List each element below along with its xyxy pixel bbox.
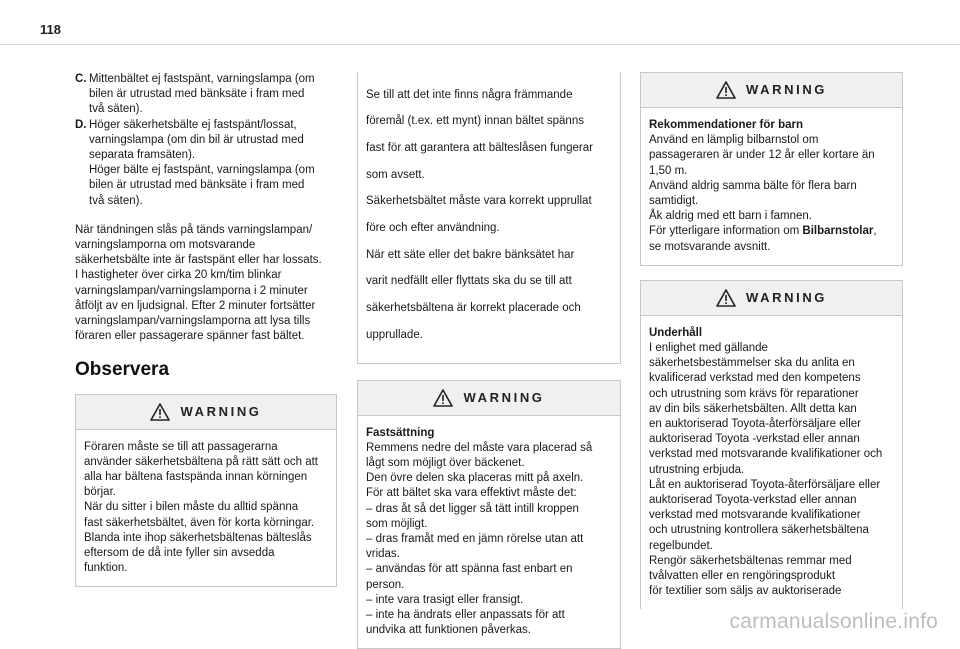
text-line: eftersom de då inte fyller sin avsedda xyxy=(84,547,275,560)
text-line: verkstad med motsvarande kvalifikationer xyxy=(649,509,861,522)
page-number: 118 xyxy=(40,22,61,37)
text-line: varningslampan/varningslamporna att lysa tills xyxy=(75,315,311,328)
cross-reference-link[interactable]: Bilbarnstolar xyxy=(802,225,874,238)
text-line: varit nedfällt eller flyttats ska du se till att xyxy=(366,275,572,288)
warning-box-children xyxy=(640,72,903,266)
text-line: auktoriserad Toyota-verkstad eller annan xyxy=(649,494,857,507)
warning-header xyxy=(641,73,902,108)
warning-body xyxy=(641,108,902,265)
text-line: samtidigt. xyxy=(649,195,699,208)
warning-title: WARNING xyxy=(463,389,545,405)
warning-heading: Fastsättning xyxy=(366,426,435,439)
warning-body xyxy=(76,430,336,587)
text-line: Den övre delen ska placeras mitt på axeln. xyxy=(366,472,584,485)
text-line: verkstad med motsvarande kvalifikationer och xyxy=(649,448,883,461)
top-divider xyxy=(0,44,960,45)
text-line: säkerhetsbältena är korrekt placerade och xyxy=(366,302,581,315)
text-line: säkerhetsbestämmelser ska du anlita en xyxy=(649,357,855,370)
text-line: undvika att funktionen påverkas. xyxy=(366,624,531,637)
warning-title: WARNING xyxy=(745,290,828,306)
text-line: När tändningen slås på tänds varningslampan/ xyxy=(75,223,313,236)
warning-box-driver xyxy=(75,394,337,588)
warning-heading: Underhåll xyxy=(649,326,703,339)
warning-header xyxy=(76,395,336,430)
text-line: Låt en auktoriserad Toyota-återförsäljare eller xyxy=(649,478,881,491)
ignition-paragraph xyxy=(75,223,337,345)
text-line: Åk aldrig med ett barn i famnen. xyxy=(649,210,812,223)
text-line xyxy=(649,224,894,239)
text-line: bilen är utrustad med bänksäte i fram med xyxy=(89,88,305,101)
text-line: Höger säkerhetsbälte ej fastspänt/lossat, xyxy=(89,118,297,131)
text-line: person. xyxy=(366,578,405,591)
text-line: passageraren är under 12 år eller kortare än xyxy=(649,149,875,162)
text-line: varningslamporna om motsvarande xyxy=(75,239,256,252)
text-line: åtföljt av en ljudsignal. Efter 2 minuter fortsätter xyxy=(75,299,316,312)
text-line: fast för att garantera att bälteslåsen fungerar xyxy=(366,141,593,154)
text-line: auktoriserad Toyota -verkstad eller annan xyxy=(649,433,860,446)
text-line: börjar. xyxy=(84,486,116,499)
text-line: varningslampan/varningslamporna i 2 minuter xyxy=(75,284,308,297)
text-line: fast säkerhetsbältet, även för korta körningar. xyxy=(84,516,315,529)
definition-text xyxy=(89,118,337,209)
text-line: av din bils säkerhetsbälten. Allt detta kan xyxy=(649,402,857,415)
text-line: för textilier som säljs av auktoriserade xyxy=(649,585,842,598)
text-line: Använd aldrig samma bälte för flera barn xyxy=(649,179,857,192)
definition-key: C. xyxy=(75,73,87,85)
text-line: För att bältet ska vara effektivt måste det: xyxy=(366,487,577,500)
warning-title: WARNING xyxy=(180,404,262,420)
column-2 xyxy=(357,72,621,649)
text-line: Remmens nedre del måste vara placerad så xyxy=(366,441,593,454)
text-line: kvalificerad verkstad med den kompetens xyxy=(649,372,861,385)
definition-item-d xyxy=(75,118,337,209)
column-1 xyxy=(75,72,337,587)
text-fragment: För ytterligare information om xyxy=(649,225,803,238)
text-line: upprullade. xyxy=(366,328,423,341)
text-line: två säten). xyxy=(89,103,143,116)
text-line: lågt som möjligt över bäckenet. xyxy=(366,456,525,469)
text-line: en auktoriserad Toyota-återförsäljare eller xyxy=(649,418,862,431)
text-line: separata framsäten). xyxy=(89,149,196,162)
section-title: Observera xyxy=(75,359,170,381)
text-line: före och efter användning. xyxy=(366,222,500,235)
text-line: se motsvarande avsnitt. xyxy=(649,240,771,253)
text-line: – användas för att spänna fast enbart en xyxy=(366,563,573,576)
text-line: använder säkerhetsbältena på rätt sätt och att xyxy=(84,455,318,468)
text-line: som möjligt. xyxy=(366,517,428,530)
text-line: – inte vara trasigt eller fransigt. xyxy=(366,593,524,606)
text-line: I enlighet med gällande xyxy=(649,342,768,355)
column-3 xyxy=(640,72,903,609)
text-line: två säten). xyxy=(89,194,143,207)
text-line: och utrustning kontrollera säkerhetsbältena xyxy=(649,524,869,537)
text-line: I hastigheter över cirka 20 km/tim blinkar xyxy=(75,269,282,282)
text-line: Se till att det inte finns några främmande xyxy=(366,88,573,101)
text-line: varningslampa (om din bil är utrustad med xyxy=(89,133,304,146)
warning-title: WARNING xyxy=(745,82,828,98)
text-line: bilen är utrustad med bänksäte i fram med xyxy=(89,179,305,192)
text-line: föraren eller passagerare spänner fast bältet. xyxy=(75,330,305,343)
warning-body xyxy=(358,416,620,649)
text-line: som avsett. xyxy=(366,168,425,181)
warning-heading: Rekommendationer för barn xyxy=(649,119,803,131)
text-line: Säkerhetsbältet måste vara korrekt upprullat xyxy=(366,195,592,208)
text-line: – inte ha ändrats eller anpassats för att xyxy=(366,608,565,621)
text-line: 1,50 m. xyxy=(649,164,688,177)
text-line: – dras åt så det ligger så tätt intill kroppen xyxy=(366,502,579,515)
definition-item-c xyxy=(75,72,337,118)
text-line: utrustning erbjuda. xyxy=(649,463,745,476)
text-line: När ett säte eller det bakre bänksätet har xyxy=(366,248,575,261)
warning-header xyxy=(641,281,902,316)
text-line: När du sitter i bilen måste du alltid spänna xyxy=(84,501,299,514)
text-line: Höger bälte ej fastspänt, varningslampa (om xyxy=(89,164,315,177)
text-line: Föraren måste se till att passagerarna xyxy=(84,440,278,453)
text-line: tvålvatten eller en rengöringsprodukt xyxy=(649,570,836,583)
warning-box-maintenance xyxy=(640,280,903,610)
text-line: – dras framåt med en jämn rörelse utan att xyxy=(366,532,584,545)
warning-triangle-icon xyxy=(433,389,453,407)
text-line: vridas. xyxy=(366,548,400,561)
text-line: och utrustning som krävs för reparationer xyxy=(649,387,859,400)
warning-box-fastening xyxy=(357,380,621,649)
text-line: alla har bältena fastspända innan körningen xyxy=(84,471,308,484)
warning-triangle-icon xyxy=(716,81,736,99)
text-line: funktion. xyxy=(84,562,128,575)
continued-box-body xyxy=(358,72,620,363)
warning-header xyxy=(358,381,620,416)
text-line: föremål (t.ex. ett mynt) innan bältet spänns xyxy=(366,115,584,128)
text-line: Mittenbältet ej fastspänt, varningslampa (om xyxy=(89,73,315,85)
text-line: säkerhetsbälte inte är fastspänt eller har lossats. xyxy=(75,254,322,267)
warning-body xyxy=(641,316,902,610)
definition-key: D. xyxy=(75,118,87,131)
text-fragment: , xyxy=(873,225,877,238)
watermark: carmanualsonline.info xyxy=(729,610,938,633)
definition-text xyxy=(89,72,337,118)
warning-triangle-icon xyxy=(150,403,170,421)
text-line: Använd en lämplig bilbarnstol om xyxy=(649,134,819,147)
warning-triangle-icon xyxy=(716,289,736,307)
text-line: Rengör säkerhetsbältenas remmar med xyxy=(649,554,852,567)
text-line: Blanda inte ihop säkerhetsbältenas bälteslås xyxy=(84,531,312,544)
continued-box xyxy=(357,72,621,364)
text-line: regelbundet. xyxy=(649,539,713,552)
